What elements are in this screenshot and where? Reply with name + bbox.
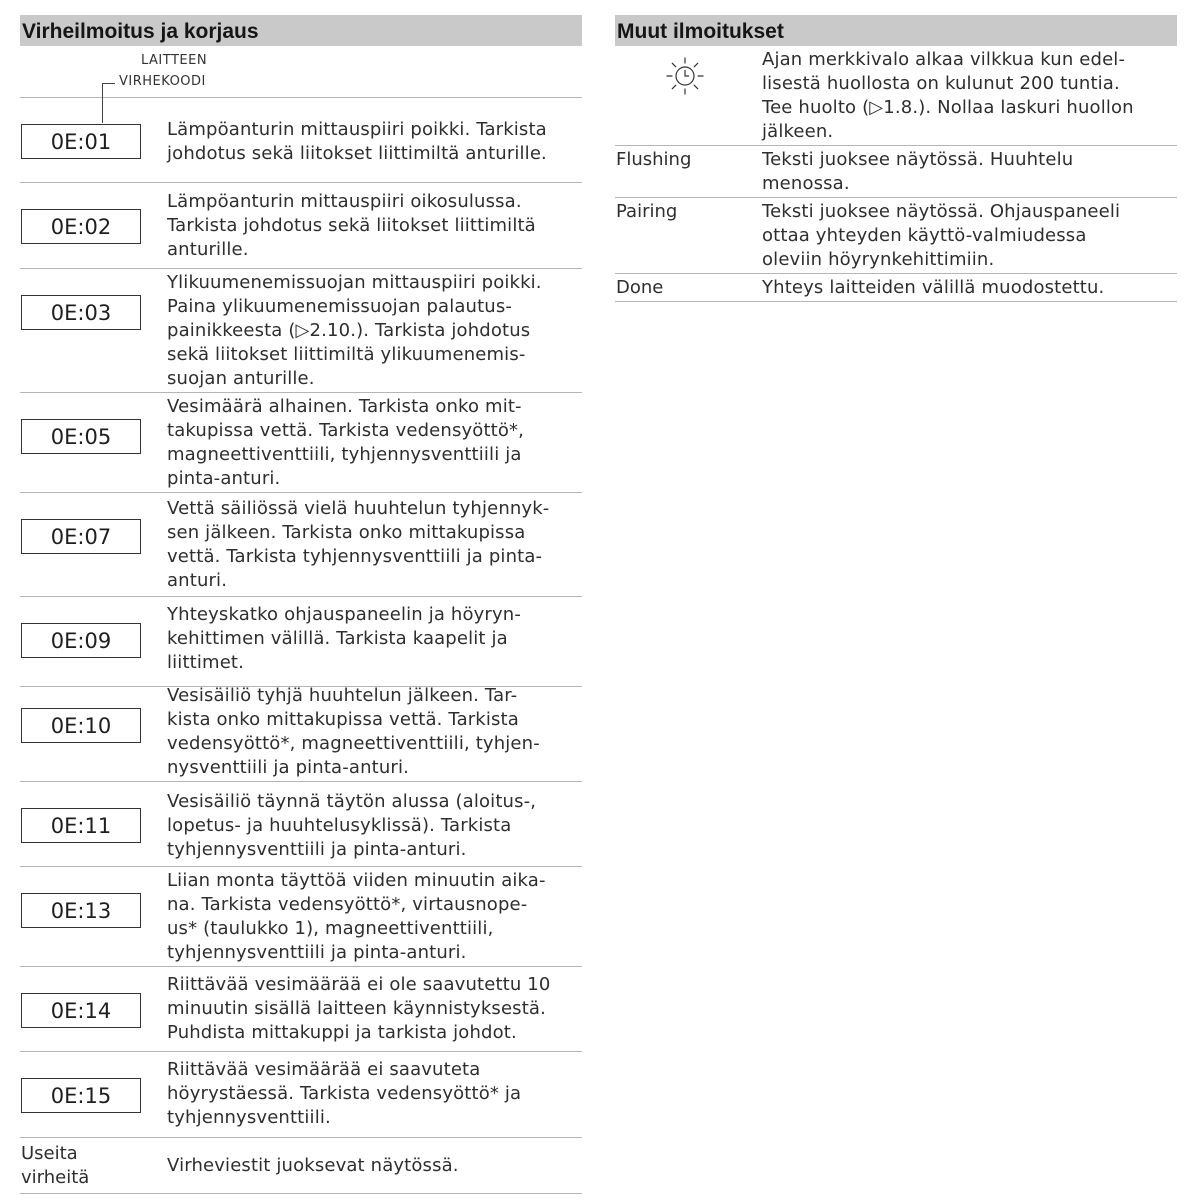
error-code: 0E:05: [21, 419, 141, 454]
code-legend: [20, 46, 582, 98]
error-code: 0E:15: [21, 1078, 141, 1113]
errors-section-title: Virheilmoitus ja korjaus: [20, 15, 582, 46]
multiple-errors-description: Virheviestit juoksevat näytössä.: [167, 1155, 459, 1176]
error-row-0E02: [20, 183, 582, 269]
error-code: 0E:13: [21, 893, 141, 928]
error-description: Vettä säiliössä vielä huuhtelun tyhjennyk- sen jälkeen. Tarkista onko mittakupissa vettä. Tarkista tyhjennysventtiili ja pinta- anturi.: [167, 498, 550, 591]
error-code: 0E:10: [21, 708, 141, 743]
notice-row-flushing: [615, 146, 1177, 198]
notice-row-service-timer: [615, 46, 1177, 146]
legend-line1: LAITTEEN: [141, 53, 208, 68]
notice-row-pairing: [615, 198, 1177, 274]
error-description: Riittävää vesimäärää ei saavuteta höyrystäessä. Tarkista vedensyöttö* ja tyhjennysventtiili.: [167, 1059, 522, 1128]
other-notices-section: [615, 15, 1177, 302]
error-row-0E10: [20, 687, 582, 782]
error-description: Lämpöanturin mittauspiiri oikosulussa. Tarkista johdotus sekä liitokset liittimiltä anturille.: [167, 191, 536, 260]
error-description: Vesimäärä alhainen. Tarkista onko mit- takupissa vettä. Tarkista vedensyöttö*, magneettiventtiili, tyhjennysventtiili ja pinta-anturi.: [167, 396, 525, 489]
error-description: Vesisäiliö tyhjä huuhtelun jälkeen. Tar- kista onko mittakupissa vettä. Tarkista vedensyöttö*, magneettiventtiili, tyhjen- nysventtiili ja pinta-anturi.: [167, 685, 540, 778]
other-notices-title: Muut ilmoitukset: [615, 15, 1177, 46]
error-row-0E07: [20, 493, 582, 597]
multiple-errors-label: Useita virheitä: [21, 1143, 90, 1188]
error-row-0E05: [20, 393, 582, 493]
error-code: 0E:02: [21, 209, 141, 244]
error-row-0E03: [20, 269, 582, 393]
error-row-0E13: [20, 867, 582, 967]
notice-label: Pairing: [616, 201, 678, 222]
errors-section: [20, 15, 582, 1194]
error-code: 0E:09: [21, 623, 141, 658]
error-description: Yhteyskatko ohjauspaneelin ja höyryn- kehittimen välillä. Tarkista kaapelit ja liittimet.: [167, 604, 521, 673]
error-row-0E14: [20, 967, 582, 1052]
error-description: Riittävää vesimäärää ei ole saavutettu 10 minuutin sisällä laitteen käynnistyksestä. Puhdista mittakuppi ja tarkista johdot.: [167, 974, 551, 1043]
error-description: Lämpöanturin mittauspiiri poikki. Tarkista johdotus sekä liitokset liittimiltä anturille.: [167, 119, 547, 164]
notice-label: Flushing: [616, 149, 692, 170]
notice-description: Teksti juoksee näytössä. Ohjauspaneeli ottaa yhteyden käyttö-valmiudessa oleviin höyrynkehittimiin.: [762, 201, 1121, 270]
error-code: 0E:01: [21, 124, 141, 159]
service-timer-icon: [663, 54, 707, 98]
error-row-0E15: [20, 1052, 582, 1138]
error-code: 0E:03: [21, 295, 141, 330]
error-row-multiple: [20, 1138, 582, 1194]
error-code: 0E:14: [21, 993, 141, 1028]
error-description: Ylikuumenemissuojan mittauspiiri poikki. Paina ylikuumenemissuojan palautus- painikkeesta (▷2.10.). Tarkista johdotus sekä liitokset liittimiltä ylikuumenemis- suojan anturille.: [167, 272, 542, 389]
legend-leader-horizontal: [102, 83, 115, 84]
notice-label: Done: [616, 277, 664, 298]
error-code: 0E:11: [21, 808, 141, 843]
legend-line2: VIRHEKOODI: [119, 74, 206, 89]
error-description: Liian monta täyttöä viiden minuutin aika- na. Tarkista vedensyöttö*, virtausnope- us* (taulukko 1), magneettiventtiili, tyhjennysventtiili ja pinta-anturi.: [167, 870, 546, 963]
error-row-0E01: [20, 98, 582, 183]
error-description: Vesisäiliö täynnä täytön alussa (aloitus-, lopetus- ja huuhtelusyklissä). Tarkista tyhjennysventtiili ja pinta-anturi.: [167, 791, 537, 860]
error-row-0E11: [20, 782, 582, 867]
notice-description: Ajan merkkivalo alkaa vilkkua kun edel- lisestä huollosta on kulunut 200 tuntia. Tee huolto (▷1.8.). Nollaa laskuri huollon jälkeen.: [762, 49, 1134, 142]
error-row-0E09: [20, 597, 582, 687]
notice-row-done: [615, 274, 1177, 302]
notice-description: Yhteys laitteiden välillä muodostettu.: [762, 277, 1105, 298]
error-code: 0E:07: [21, 519, 141, 554]
notice-description: Teksti juoksee näytössä. Huuhtelu menossa.: [762, 149, 1074, 194]
